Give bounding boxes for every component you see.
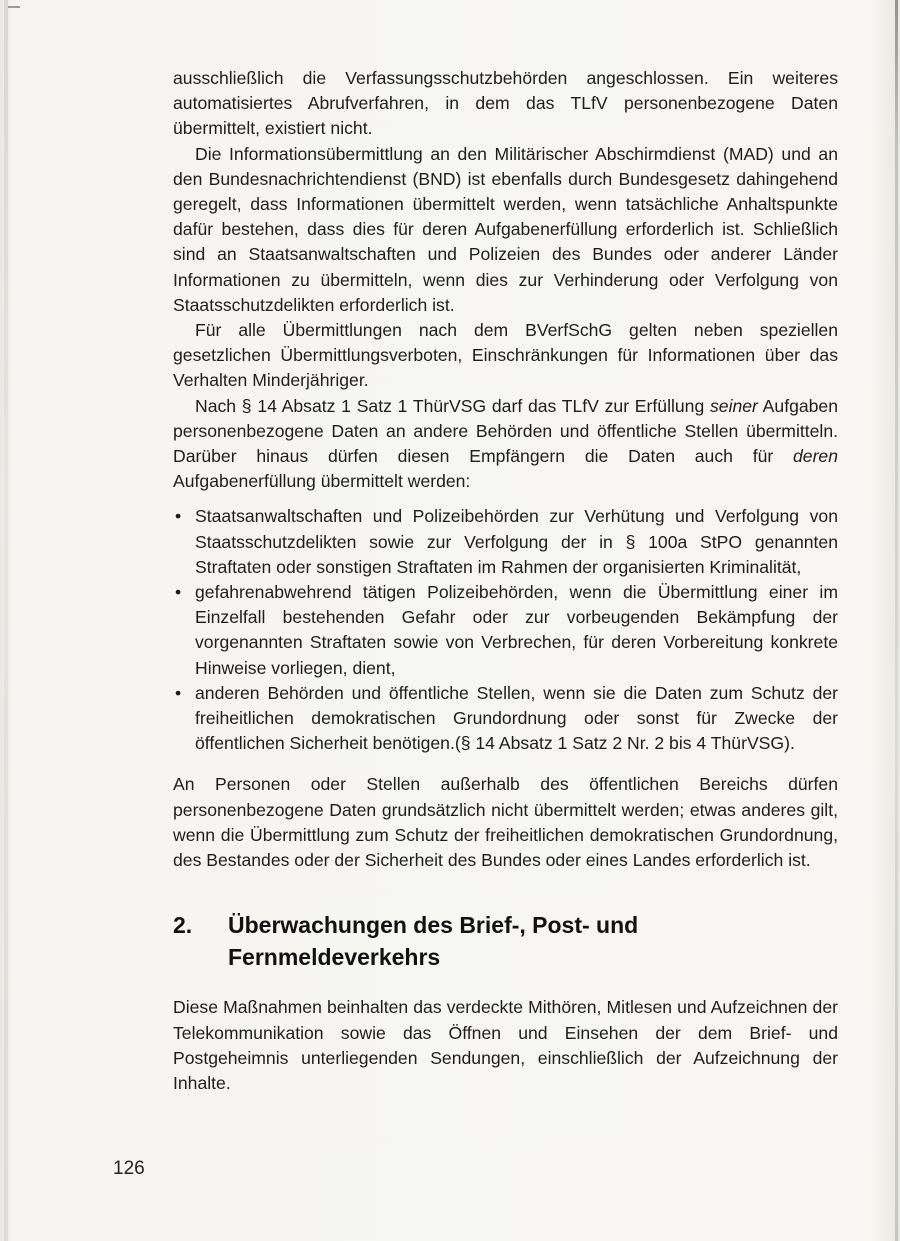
- list-item-text: anderen Behörden und öffentliche Stellen, wenn sie die Daten zum Schutz der freiheitlichen demokratischen Grundordnung oder sonst für Zwecke der öffentlichen Sicherheit benötigen.(§ 14 Absatz 1 Satz 2 Nr. 2 bis 4 ThürVSG).: [195, 682, 838, 754]
- list-item: [173, 580, 838, 681]
- scan-right-edge: [895, 0, 898, 1241]
- recipient-list: [173, 504, 838, 756]
- paragraph-6: Diese Maßnahmen beinhalten das verdeckte Mithören, Mitlesen und Aufzeichnen der Telekommunikation sowie das Öffnen und Einsehen der dem Brief- und Postgeheimnis unterliegenden Sendungen, einschließlich der Aufzeichnung der Inhalte.: [173, 997, 838, 1093]
- paragraph-3: Für alle Übermittlungen nach dem BVerfSchG gelten neben speziellen gesetzlichen Übermittlungsverboten, Einschränkungen für Informationen über das Verhalten Minderjähriger.: [173, 320, 838, 391]
- paragraph-2: Die Informationsübermittlung an den Militärischer Abschirmdienst (MAD) und an den Bundesnachrichtendienst (BND) ist ebenfalls durch Bundesgesetz dahingehend geregelt, dass Informationen übermittelt werden, wenn tatsächliche Anhaltspunkte dafür bestehen, dass dies für deren Aufgabenerfüllung erforderlich ist. Schließlich sind an Staatsanwaltschaften und Polizeien des Bundes oder anderer Länder Informationen zu übermitteln, wenn dies zur Verhinderung oder Verfolgung von Staatsschutzdelikten erforderlich ist.: [173, 143, 838, 315]
- list-item: [173, 504, 838, 580]
- paragraph-4: [173, 394, 838, 495]
- page-number: 126: [113, 1158, 145, 1179]
- scan-top-mark: [8, 6, 20, 8]
- section-heading: [173, 909, 838, 973]
- emphasis-deren: deren: [793, 446, 838, 467]
- list-item: [173, 681, 838, 757]
- scan-left-edge: [4, 0, 8, 1241]
- paragraph-4-part-1: Nach § 14 Absatz 1 Satz 1 ThürVSG darf das TLfV zur Erfüllung: [195, 395, 710, 416]
- list-item-text: gefahrenabwehrend tätigen Polizeibehörden, wenn die Übermittlung einer im Einzelfall bestehenden Gefahr oder zur vorbeugenden Bekämpfung der vorgenannten Straftaten sowie von Verbrechen, für deren Vorbereitung konkrete Hinweise vorliegen, dient,: [195, 582, 838, 678]
- bullet-icon: •: [175, 582, 182, 603]
- paragraph-5: An Personen oder Stellen außerhalb des öffentlichen Bereichs dürfen personenbezogene Daten grundsätzlich nicht übermittelt werden; etwas anderes gilt, wenn die Übermittlung zum Schutz der freiheitlichen demokratischen Grundordnung, des Bestandes oder der Sicherheit des Bundes oder eines Landes erforderlich ist.: [173, 774, 838, 871]
- paragraph-4-part-3: Aufgabenerfüllung übermittelt werden:: [173, 471, 471, 492]
- emphasis-seiner: seiner: [709, 395, 758, 416]
- bullet-icon: •: [175, 682, 182, 703]
- section-number: 2.: [173, 912, 193, 939]
- paragraph-4-part-2: Aufgaben personenbezogene Daten an andere Behörden und öffentliche Stellen übermitteln. Darüber hinaus dürfen diesen Empfängern die Daten auch für: [173, 395, 839, 467]
- page-content: [173, 66, 838, 1096]
- list-item-text: Staatsanwaltschaften und Polizeibehörden zur Verhütung und Verfolgung von Staatsschutzdelikten sowie zur Verfolgung der in § 100a StPO genannten Straftaten oder sonstigen Straftaten im Rahmen der organisierten Kriminalität,: [195, 506, 838, 577]
- section-title: Überwachungen des Brief-, Post- und Fernmeldeverkehrs: [228, 912, 639, 971]
- bullet-icon: •: [175, 506, 182, 527]
- paragraph-1: ausschließlich die Verfassungsschutzbehörden angeschlossen. Ein weiteres automatisiertes Abrufverfahren, in dem das TLfV personenbezogene Daten übermittelt, existiert nicht.: [173, 68, 838, 139]
